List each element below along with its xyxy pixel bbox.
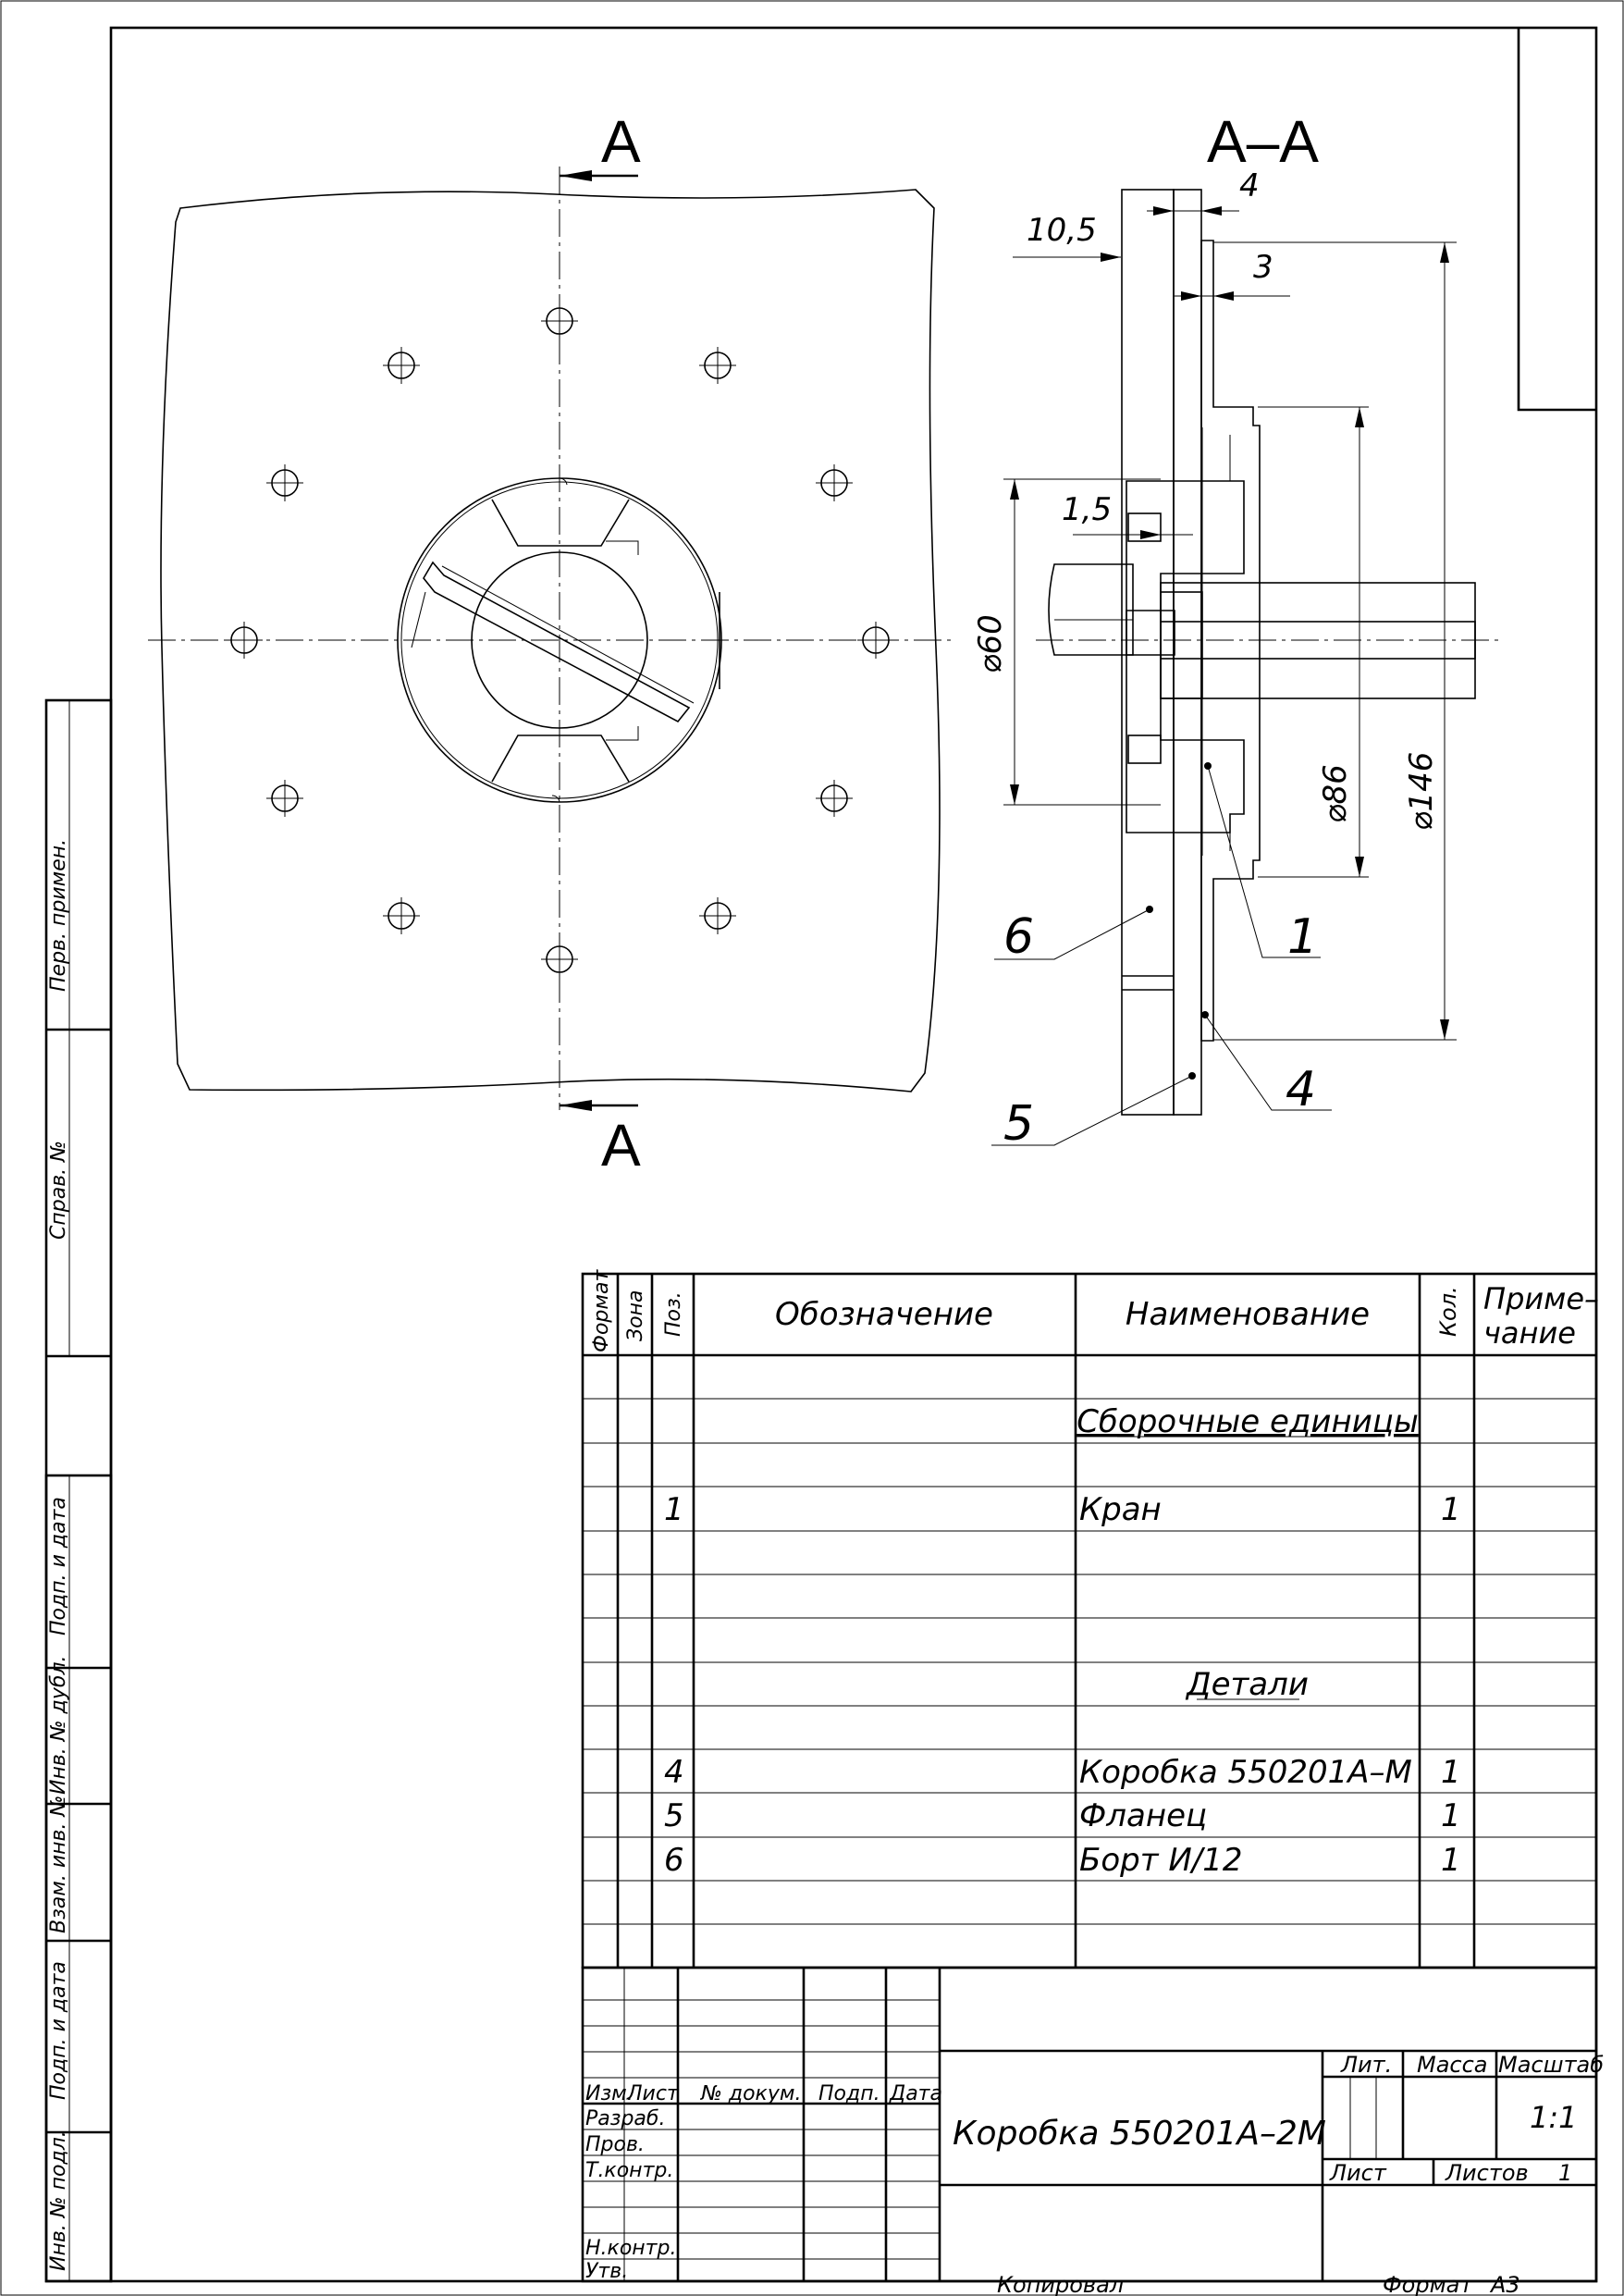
bolt-hole bbox=[226, 622, 263, 659]
row-name: Кран bbox=[1079, 1491, 1162, 1528]
dim-3: 3 bbox=[1253, 249, 1273, 286]
side-label-podp-data-2: Подп. и дата bbox=[47, 1961, 70, 2100]
row-qty: 1 bbox=[1441, 1797, 1461, 1834]
tb-prov: Пров. bbox=[585, 2133, 645, 2156]
tb-data: Дата bbox=[890, 2082, 942, 2105]
header-poz: Поз. bbox=[662, 1291, 685, 1337]
tb-list: Лист bbox=[627, 2082, 679, 2105]
row-poz: 6 bbox=[664, 1842, 684, 1879]
bolt-hole bbox=[266, 780, 303, 817]
tb-designation: Коробка 550201А–2М bbox=[953, 2115, 1326, 2153]
side-label-sprav-no: Справ. № bbox=[47, 1140, 70, 1240]
dimensions bbox=[972, 167, 1457, 1040]
bolt-hole bbox=[699, 347, 736, 384]
bolt-hole bbox=[541, 302, 578, 339]
bolt-hole bbox=[699, 897, 736, 934]
header-format: Формат bbox=[590, 1269, 613, 1352]
header-oboznachenie: Обозначение bbox=[775, 1296, 993, 1333]
table-row bbox=[664, 1754, 1461, 1791]
tb-sheets-value: 1 bbox=[1558, 2160, 1573, 2186]
side-label-inv-podl: Инв. № подл. bbox=[47, 2130, 70, 2271]
flange-strip bbox=[1174, 190, 1201, 1115]
dim-4: 4 bbox=[1239, 167, 1260, 204]
section-mark-top: А bbox=[601, 108, 641, 175]
front-view bbox=[148, 108, 953, 1179]
row-qty: 1 bbox=[1441, 1754, 1461, 1791]
callout-4: 4 bbox=[1286, 1062, 1317, 1117]
side-label-inv-dubl: Инв. № дубл. bbox=[47, 1655, 70, 1795]
row-name: Коробка 550201А–М bbox=[1079, 1754, 1412, 1791]
header-zona: Зона bbox=[624, 1290, 647, 1341]
row-name: Борт И/12 bbox=[1079, 1842, 1243, 1879]
bolt-hole bbox=[857, 622, 894, 659]
tb-massa: Масса bbox=[1417, 2052, 1488, 2078]
bolt-hole bbox=[266, 464, 303, 501]
row-qty: 1 bbox=[1441, 1491, 1461, 1528]
tb-izm: Изм. bbox=[585, 2082, 634, 2105]
handle-knob bbox=[1049, 564, 1133, 655]
tb-podp: Подп. bbox=[818, 2082, 880, 2105]
footer-format-value: А3 bbox=[1491, 2272, 1520, 2296]
row-poz: 1 bbox=[664, 1491, 684, 1528]
bolt-hole bbox=[816, 464, 853, 501]
dim-1-5: 1,5 bbox=[1062, 491, 1113, 528]
tb-tkontr: Т.контр. bbox=[585, 2159, 674, 2182]
row-poz: 4 bbox=[664, 1754, 684, 1791]
tb-masshtab: Масштаб bbox=[1498, 2052, 1605, 2078]
side-label-perv-primen: Перв. примен. bbox=[47, 838, 70, 992]
side-label-vzam-inv: Взам. инв. № bbox=[47, 1795, 70, 1933]
dim-10-5: 10,5 bbox=[1027, 212, 1097, 249]
bolt-hole bbox=[383, 897, 420, 934]
tb-lit: Лит. bbox=[1341, 2052, 1393, 2078]
section-parts: Детали bbox=[1187, 1666, 1309, 1703]
side-label-podp-data-1: Подп. и дата bbox=[47, 1497, 70, 1636]
tb-no-dokum: № докум. bbox=[701, 2082, 802, 2105]
section-assembly-units: Сборочные единицы bbox=[1077, 1403, 1419, 1440]
bolt-hole bbox=[541, 941, 578, 978]
callouts bbox=[991, 762, 1332, 1152]
header-prim-2: чание bbox=[1483, 1315, 1576, 1351]
section-title: А–А bbox=[1207, 108, 1319, 175]
row-qty: 1 bbox=[1441, 1842, 1461, 1879]
header-prim-1: Приме– bbox=[1483, 1281, 1599, 1316]
dim-phi60: ⌀60 bbox=[972, 614, 1009, 673]
tb-nkontr: Н.контр. bbox=[585, 2237, 677, 2260]
tb-razrab: Разраб. bbox=[585, 2107, 666, 2130]
side-stamp-strip bbox=[46, 700, 111, 2281]
callout-1: 1 bbox=[1287, 909, 1319, 965]
header-kol: Кол. bbox=[1435, 1286, 1461, 1337]
table-row bbox=[664, 1491, 1461, 1528]
footer-kopiroval: Копировал bbox=[997, 2272, 1125, 2296]
section-mark-bottom: А bbox=[601, 1112, 641, 1179]
dim-phi146: ⌀146 bbox=[1403, 751, 1440, 831]
specification-table bbox=[583, 1269, 1599, 1968]
row-name: Фланец bbox=[1079, 1797, 1208, 1834]
drawing-frame bbox=[111, 28, 1596, 2281]
footer-format: Формат bbox=[1383, 2272, 1473, 2296]
row-poz: 5 bbox=[664, 1797, 684, 1834]
tb-sheets: Листов bbox=[1446, 2160, 1529, 2186]
dim-phi86: ⌀86 bbox=[1317, 764, 1354, 823]
corner-stamp-box bbox=[1519, 28, 1596, 410]
callout-6: 6 bbox=[1003, 909, 1035, 965]
tb-scale-value: 1:1 bbox=[1530, 2100, 1578, 2135]
tb-utv: Утв. bbox=[585, 2260, 629, 2283]
title-block bbox=[583, 1968, 1604, 2283]
tb-sheet: Лист bbox=[1330, 2160, 1386, 2186]
bolt-hole bbox=[383, 347, 420, 384]
section-arrow-bottom bbox=[560, 1100, 592, 1111]
section-arrow-top bbox=[560, 170, 592, 181]
table-row bbox=[664, 1842, 1461, 1879]
callout-5: 5 bbox=[1003, 1096, 1035, 1152]
table-row bbox=[664, 1797, 1461, 1834]
bolt-hole bbox=[816, 780, 853, 817]
header-naimenovanie: Наименование bbox=[1125, 1296, 1371, 1333]
sheet-edge bbox=[1, 1, 1623, 2295]
